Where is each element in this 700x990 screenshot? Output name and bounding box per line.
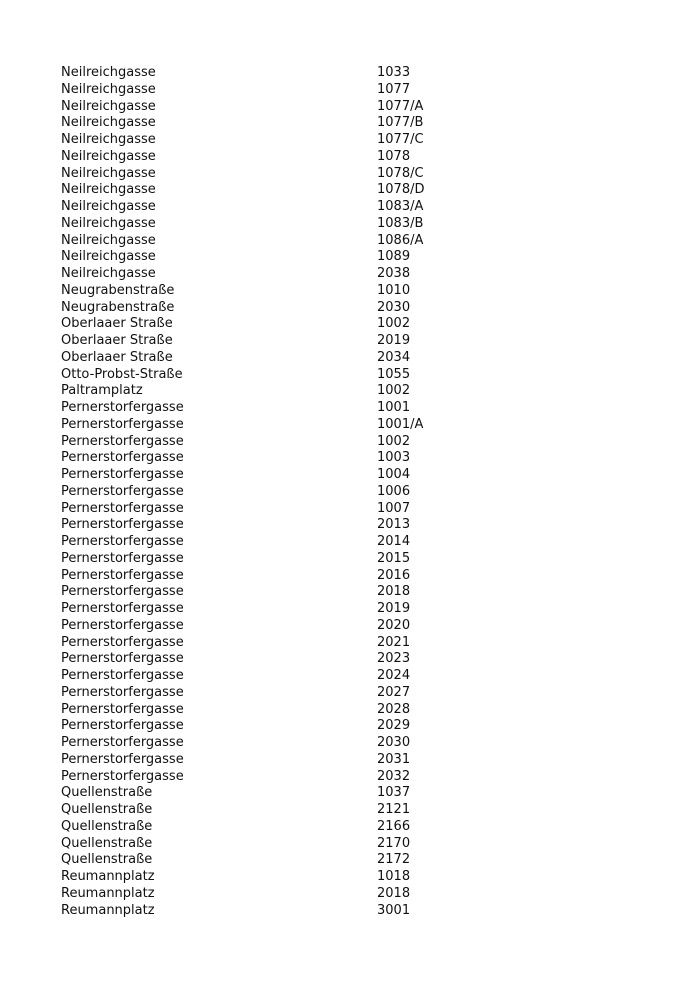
list-item [61,182,661,199]
house-number: 2038 [377,266,411,281]
street-name: Neilreichgasse [61,65,156,80]
list-item [61,702,661,719]
list-item [61,769,661,786]
list-item [61,450,661,467]
street-name: Pernerstorfergasse [61,584,184,600]
street-name: Neilreichgasse [61,81,156,97]
street-name: Neilreichgasse [61,148,156,164]
street-name: Reumannplatz [61,869,155,884]
list-item [61,651,661,668]
house-number: 1077/B [377,115,424,131]
list-item [61,718,661,735]
house-number: 2028 [377,701,411,717]
house-number: 2015 [377,550,411,566]
list-item [61,300,661,317]
house-number: 2020 [377,617,411,633]
street-name: Pernerstorfergasse [61,500,184,516]
street-name: Reumannplatz [61,885,155,901]
list-item [61,903,661,920]
list-item [61,568,661,585]
list-item [61,618,661,635]
street-name: Pernerstorfergasse [61,567,184,583]
street-name: Quellenstraße [61,785,153,801]
street-name: Pernerstorfergasse [61,751,184,767]
house-number: 1083/B [377,215,424,231]
street-name: Pernerstorfergasse [61,634,184,650]
list-item [61,551,661,568]
list-item [61,333,661,350]
list-item [61,752,661,769]
house-number: 2027 [377,684,411,700]
house-number: 1077/C [377,132,424,147]
house-number: 1055 [377,366,411,382]
house-number: 2024 [377,668,411,683]
house-number: 2029 [377,718,411,734]
street-name: Pernerstorfergasse [61,735,184,750]
street-name: Pernerstorfergasse [61,483,184,499]
street-name: Pernerstorfergasse [61,684,184,700]
street-name: Pernerstorfergasse [61,450,184,466]
street-name: Neilreichgasse [61,98,156,114]
house-number: 2013 [377,517,411,533]
house-number: 1003 [377,450,411,466]
list-item [61,199,661,216]
list-item [61,517,661,534]
list-item [61,685,661,702]
street-name: Quellenstraße [61,835,153,851]
street-name: Reumannplatz [61,902,155,918]
street-name: Neilreichgasse [61,165,156,181]
house-number: 1077 [377,81,411,97]
street-name: Pernerstorfergasse [61,601,184,616]
street-name: Oberlaaer Straße [61,316,173,332]
house-number: 1077/A [377,98,424,114]
street-name: Neilreichgasse [61,249,156,265]
street-name: Neilreichgasse [61,232,156,248]
list-item [61,785,661,802]
house-number: 2019 [377,333,411,348]
house-number: 1002 [377,383,411,399]
list-item [61,886,661,903]
street-name: Pernerstorfergasse [61,400,184,415]
house-number: 1083/A [377,199,424,214]
street-name: Neilreichgasse [61,132,156,147]
list-item [61,467,661,484]
list-item [61,82,661,99]
house-number: 2016 [377,567,411,583]
house-number: 1078/C [377,165,424,181]
house-number: 2166 [377,818,411,834]
house-number: 1078/D [377,182,425,198]
address-list [61,65,661,919]
list-item [61,400,661,417]
street-name: Neilreichgasse [61,215,156,231]
street-name: Quellenstraße [61,852,153,868]
list-item [61,601,661,618]
list-item [61,132,661,149]
house-number: 1089 [377,249,411,265]
house-number: 1037 [377,785,411,801]
street-name: Neugrabenstraße [61,282,175,298]
house-number: 1007 [377,500,411,516]
street-name: Neilreichgasse [61,115,156,131]
house-number: 1004 [377,467,411,482]
street-name: Pernerstorfergasse [61,517,184,533]
street-name: Pernerstorfergasse [61,550,184,566]
list-item [61,350,661,367]
list-item [61,99,661,116]
list-item [61,852,661,869]
house-number: 2023 [377,651,411,667]
street-name: Quellenstraße [61,818,153,834]
list-item [61,484,661,501]
list-item [61,65,661,82]
list-item [61,584,661,601]
house-number: 2170 [377,835,411,851]
street-name: Neilreichgasse [61,182,156,198]
list-item [61,534,661,551]
street-name: Pernerstorfergasse [61,467,184,482]
street-name: Pernerstorfergasse [61,651,184,667]
list-item [61,216,661,233]
house-number: 2018 [377,885,411,901]
house-number: 1002 [377,433,411,449]
list-item [61,115,661,132]
house-number: 1033 [377,65,411,80]
list-item [61,417,661,434]
street-name: Pernerstorfergasse [61,701,184,717]
street-name: Pernerstorfergasse [61,534,184,549]
list-item [61,819,661,836]
street-name: Neilreichgasse [61,266,156,281]
house-number: 1006 [377,483,411,499]
house-number: 1010 [377,282,411,298]
list-item [61,635,661,652]
list-item [61,283,661,300]
list-item [61,836,661,853]
street-name: Neugrabenstraße [61,299,175,315]
list-item [61,249,661,266]
house-number: 2031 [377,751,411,767]
house-number: 2121 [377,802,411,817]
house-number: 1001/A [377,416,424,432]
street-name: Oberlaaer Straße [61,349,173,365]
street-name: Pernerstorfergasse [61,668,184,683]
street-name: Pernerstorfergasse [61,416,184,432]
house-number: 2014 [377,534,411,549]
house-number: 1086/A [377,232,424,248]
house-number: 1018 [377,869,411,884]
list-item [61,383,661,400]
house-number: 2030 [377,299,411,315]
street-name: Pernerstorfergasse [61,768,184,784]
house-number: 2034 [377,349,411,365]
street-name: Quellenstraße [61,802,153,817]
list-item [61,233,661,250]
street-name: Neilreichgasse [61,199,156,214]
house-number: 2032 [377,768,411,784]
house-number: 2172 [377,852,411,868]
house-number: 2021 [377,634,411,650]
house-number: 1002 [377,316,411,332]
house-number: 3001 [377,902,411,918]
list-item [61,367,661,384]
street-name: Pernerstorfergasse [61,718,184,734]
house-number: 1078 [377,148,411,164]
list-item [61,501,661,518]
list-item [61,869,661,886]
list-item [61,149,661,166]
list-item [61,802,661,819]
list-item [61,735,661,752]
list-item [61,668,661,685]
house-number: 2030 [377,735,411,750]
street-name: Otto-Probst-Straße [61,366,183,382]
list-item [61,316,661,333]
street-name: Paltramplatz [61,383,143,399]
house-number: 1001 [377,400,411,415]
house-number: 2018 [377,584,411,600]
house-number: 2019 [377,601,411,616]
street-name: Pernerstorfergasse [61,617,184,633]
list-item [61,434,661,451]
list-item [61,166,661,183]
street-name: Pernerstorfergasse [61,433,184,449]
street-name: Oberlaaer Straße [61,333,173,348]
list-item [61,266,661,283]
